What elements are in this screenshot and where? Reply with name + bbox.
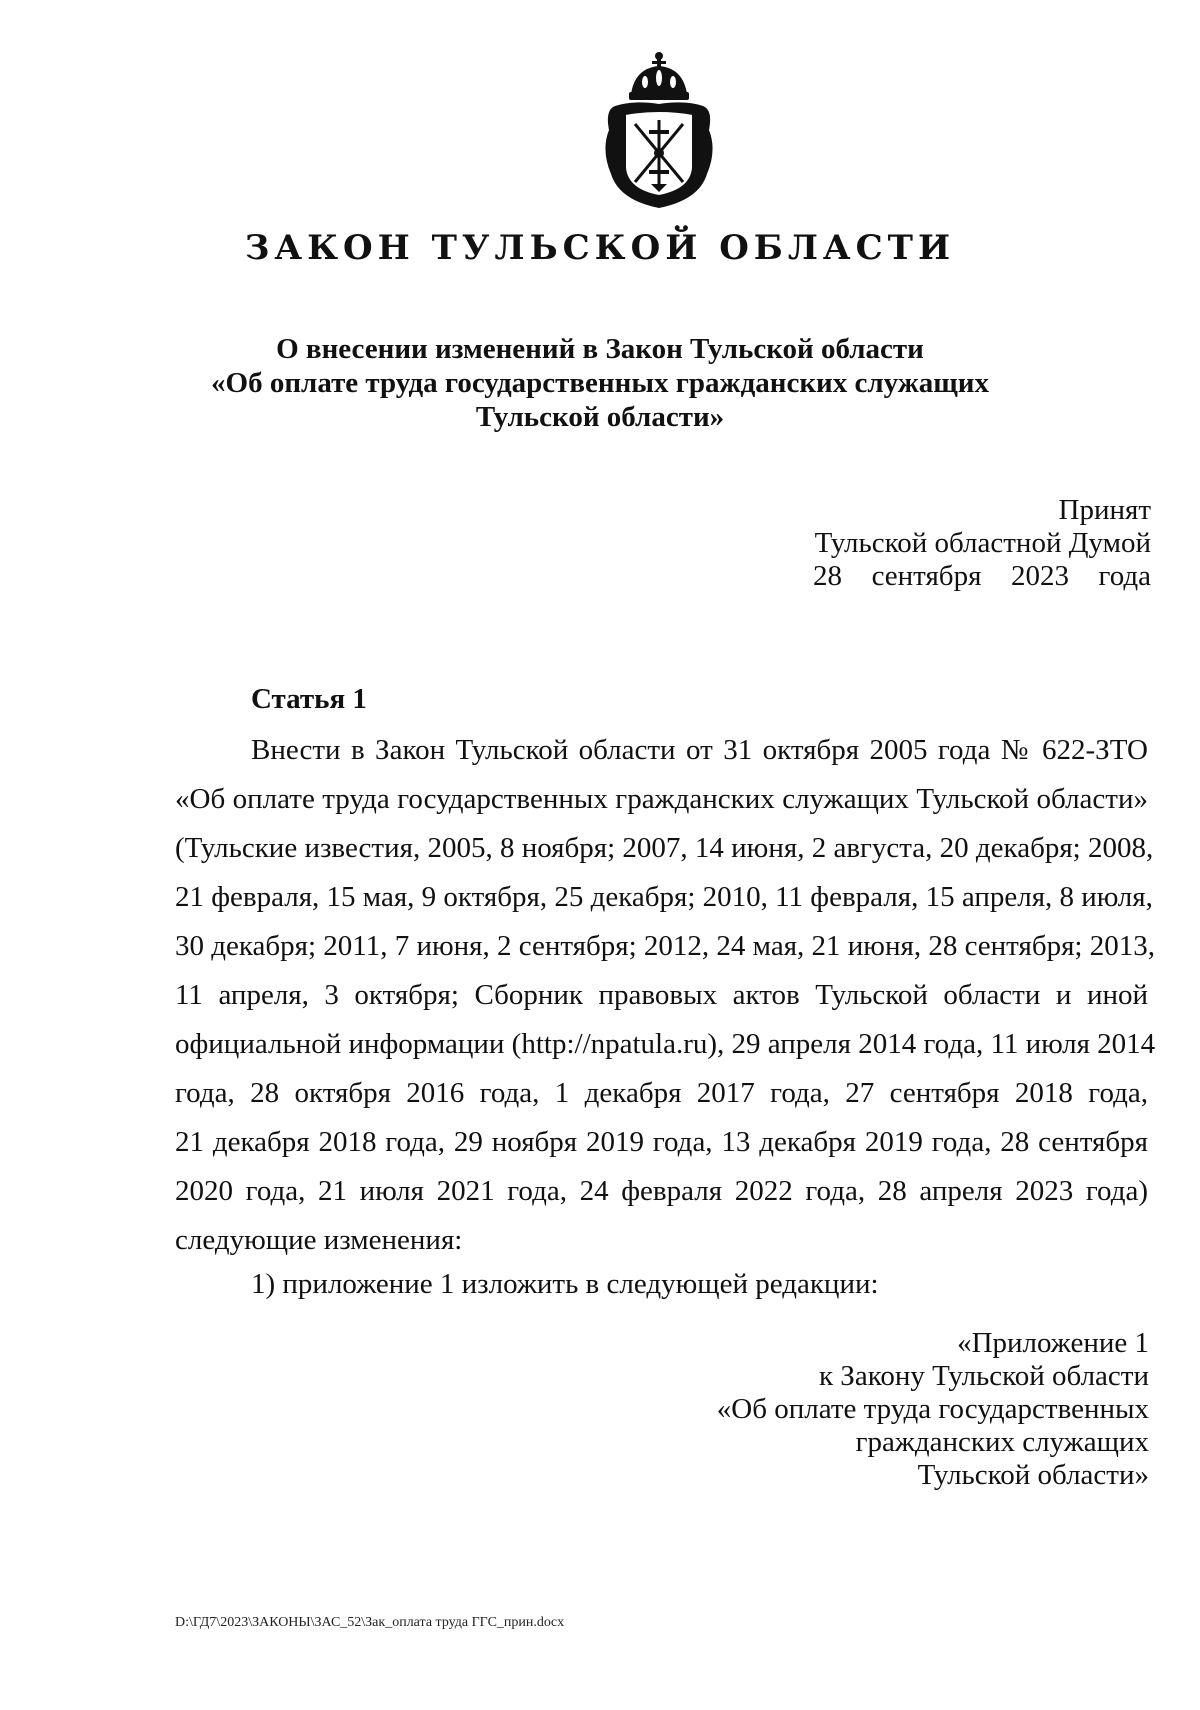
article-heading: Статья 1 <box>251 683 367 715</box>
subtitle-line: «Об оплате труда государственных гражданских служащих <box>211 367 989 399</box>
body-line: 30 декабря; 2011, 7 июня, 2 сентября; 2012, 24 мая, 21 июня, 28 сентября; 2013, <box>175 930 1155 962</box>
law-subtitle <box>0 332 1200 434</box>
amendment-item-1: 1) приложение 1 изложить в следующей редакции: <box>251 1268 879 1300</box>
body-line: (Тульские известия, 2005, 8 ноября; 2007, 14 июня, 2 августа, 20 декабря; 2008, <box>175 832 1154 864</box>
body-line: 2020 года, 21 июля 2021 года, 24 февраля 2022 года, 28 апреля 2023 года) <box>175 1175 1148 1207</box>
file-path-footer: D:\ГД7\2023\ЗАКОНЫ\ЗАС_52\Зак_оплата труда ГГС_прин.docx <box>175 1615 565 1630</box>
body-line: года, 28 октября 2016 года, 1 декабря 2017 года, 27 сентября 2018 года, <box>175 1077 1148 1109</box>
body-line: 21 февраля, 15 мая, 9 октября, 25 декабря; 2010, 11 февраля, 15 апреля, 8 июля, <box>175 881 1153 913</box>
tula-coat-of-arms-icon <box>595 50 723 210</box>
annex-line: Тульской области» <box>917 1459 1149 1491</box>
subtitle-line: О внесении изменений в Закон Тульской области <box>276 333 924 365</box>
adoption-year-word: года <box>1098 560 1151 592</box>
body-line: 11 апреля, 3 октября; Сборник правовых актов Тульской области и иной <box>175 979 1148 1011</box>
annex-line: гражданских служащих <box>855 1426 1149 1458</box>
adopted-label: Принят <box>1058 494 1151 526</box>
law-title: ЗАКОН ТУЛЬСКОЙ ОБЛАСТИ <box>244 228 956 268</box>
subtitle-line: Тульской области» <box>475 401 725 433</box>
body-line: официальной информации (http://npatula.ru), 29 апреля 2014 года, 11 июля 2014 <box>175 1028 1156 1060</box>
adoption-year: 2023 <box>1010 560 1069 592</box>
article-body <box>175 726 1156 1265</box>
adoption-block <box>813 494 1151 593</box>
body-line: следующие изменения: <box>175 1224 463 1256</box>
adoption-day: 28 <box>813 560 842 592</box>
body-line: 21 декабря 2018 года, 29 ноября 2019 года, 13 декабря 2019 года, 28 сентября <box>175 1126 1148 1158</box>
annex-header <box>717 1327 1149 1492</box>
adoption-date <box>813 560 1151 593</box>
adopted-by: Тульской областной Думой <box>814 527 1151 559</box>
annex-line: «Приложение 1 <box>957 1327 1149 1359</box>
body-line: «Об оплате труда государственных гражданских служащих Тульской области» <box>175 783 1148 815</box>
annex-line: «Об оплате труда государственных <box>716 1393 1149 1425</box>
annex-line: к Закону Тульской области <box>818 1360 1149 1392</box>
body-line: Внести в Закон Тульской области от 31 октября 2005 года № 622-ЗТО <box>251 734 1148 766</box>
adoption-month: сентября <box>871 560 982 592</box>
